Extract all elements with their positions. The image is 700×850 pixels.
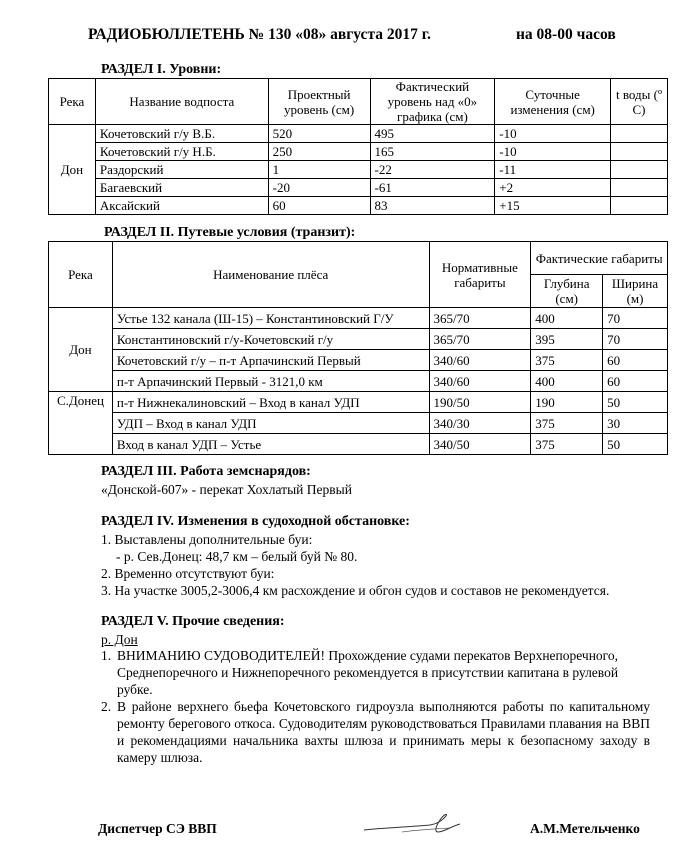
transit-depth-cell: 190 xyxy=(531,392,603,413)
transit-depth-cell: 375 xyxy=(531,434,603,455)
levels-project-cell: 520 xyxy=(268,125,370,143)
transit-norm-cell: 190/50 xyxy=(429,392,531,413)
levels-post-cell: Багаевский xyxy=(95,179,268,197)
transit-col-actual: Фактические габариты xyxy=(531,242,668,275)
transit-norm-cell: 340/60 xyxy=(429,371,531,392)
transit-width-cell: 70 xyxy=(603,308,668,329)
bulletin-title-text: РАДИОБЮЛЛЕТЕНЬ № 130 «08» августа 2017 г. xyxy=(88,26,431,43)
levels-change-cell: +2 xyxy=(495,179,611,197)
table-row xyxy=(49,350,668,371)
transit-reach-cell: п-т Арпачинский Первый - 3121,0 км xyxy=(112,371,429,392)
levels-temp-cell xyxy=(611,179,668,197)
transit-width-cell: 50 xyxy=(603,434,668,455)
levels-project-cell: 250 xyxy=(268,143,370,161)
transit-depth-cell: 400 xyxy=(531,371,603,392)
transit-norm-cell: 340/60 xyxy=(429,350,531,371)
levels-col-river: Река xyxy=(49,79,96,125)
table-row xyxy=(49,179,668,197)
levels-river-cell: Дон xyxy=(49,125,96,215)
transit-norm-cell: 340/30 xyxy=(429,413,531,434)
levels-col-temp: t воды (º С) xyxy=(611,79,668,125)
levels-post-cell: Кочетовский г/у Н.Б. xyxy=(95,143,268,161)
section-1-title: РАЗДЕЛ I. Уровни: xyxy=(101,62,222,77)
levels-table-header xyxy=(49,79,668,125)
bulletin-title xyxy=(88,26,648,44)
levels-change-cell: -10 xyxy=(495,143,611,161)
levels-col-project: Проектный уровень (см) xyxy=(268,79,370,125)
transit-col-depth: Глубина (см) xyxy=(531,275,603,308)
table-row xyxy=(49,371,668,392)
buoys-missing-item: 2. Временно отсутствуют буи: xyxy=(101,566,275,581)
levels-temp-cell xyxy=(611,143,668,161)
transit-depth-cell: 400 xyxy=(531,308,603,329)
transit-width-cell: 50 xyxy=(603,392,668,413)
levels-actual-cell: 165 xyxy=(370,143,495,161)
table-row xyxy=(49,392,668,413)
table-row xyxy=(49,161,668,179)
transit-norm-cell: 365/70 xyxy=(429,329,531,350)
transit-col-river: Река xyxy=(49,242,113,308)
transit-reach-cell: Кочетовский г/у – п-т Арпачинский Первый xyxy=(112,350,429,371)
levels-temp-cell xyxy=(611,125,668,143)
notice-1-number: 1. xyxy=(101,648,112,663)
dredger-line: «Донской-607» - перекат Хохлатый Первый xyxy=(101,482,352,497)
transit-depth-cell: 375 xyxy=(531,413,603,434)
bulletin-time: на 08-00 часов xyxy=(516,26,616,43)
levels-post-cell: Раздорский xyxy=(95,161,268,179)
section-3-title: РАЗДЕЛ III. Работа земснарядов: xyxy=(101,464,311,479)
transit-width-cell: 30 xyxy=(603,413,668,434)
notice-1-text: ВНИМАНИЮ СУДОВОДИТЕЛЕЙ! Прохождение судами перекатов Верхнепоречного, Среднепоречного и Нижнепоречного рекомендуется в присутствии капитана в рулевой рубке. xyxy=(117,648,619,697)
dispatcher-name: А.М.Метельченко xyxy=(530,821,640,836)
levels-post-cell: Кочетовский г/у В.Б. xyxy=(95,125,268,143)
section-4-title: РАЗДЕЛ IV. Изменения в судоходной обстановке: xyxy=(101,514,410,529)
transit-width-cell: 70 xyxy=(603,329,668,350)
transit-depth-cell: 395 xyxy=(531,329,603,350)
levels-actual-cell: -61 xyxy=(370,179,495,197)
levels-col-change: Суточные изменения (см) xyxy=(495,79,611,125)
transit-reach-cell: Константиновский г/у-Кочетовский г/у xyxy=(112,329,429,350)
levels-col-post: Название водпоста xyxy=(95,79,268,125)
table-row xyxy=(49,413,668,434)
transit-reach-cell: УДП – Вход в канал УДП xyxy=(112,413,429,434)
levels-actual-cell: -22 xyxy=(370,161,495,179)
transit-depth-cell: 375 xyxy=(531,350,603,371)
section-5-river: р. Дон xyxy=(101,632,138,647)
section-2-title: РАЗДЕЛ II. Путевые условия (транзит): xyxy=(104,225,356,240)
buoys-added-detail: - р. Сев.Донец: 48,7 км – белый буй № 80. xyxy=(116,549,358,564)
table-row xyxy=(49,197,668,215)
notice-2-text: В районе верхнего бьефа Кочетовского гидроузла выполняются работы по капитальному ремонту берегового откоса. Судоводителям руководствоваться Правилами плавания на ВВП и рекомендациями начальника вахты шлюза и принимать меры к безопасному заходу в камеру шлюза. xyxy=(117,699,650,765)
levels-actual-cell: 83 xyxy=(370,197,495,215)
dispatcher-position: Диспетчер СЭ ВВП xyxy=(98,821,217,836)
transit-width-cell: 60 xyxy=(603,371,668,392)
levels-temp-cell xyxy=(611,197,668,215)
table-row xyxy=(49,143,668,161)
transit-reach-cell: п-т Нижнекалиновский – Вход в канал УДП xyxy=(112,392,429,413)
levels-actual-cell: 495 xyxy=(370,125,495,143)
levels-change-cell: -11 xyxy=(495,161,611,179)
levels-table xyxy=(48,78,668,215)
transit-col-normative: Нормативные габариты xyxy=(429,242,531,308)
levels-project-cell: 60 xyxy=(268,197,370,215)
levels-change-cell: +15 xyxy=(495,197,611,215)
table-row xyxy=(49,308,668,329)
levels-project-cell: 1 xyxy=(268,161,370,179)
transit-table xyxy=(48,241,668,455)
transit-table-header xyxy=(49,242,668,275)
transit-reach-cell: Вход в канал УДП – Устье xyxy=(112,434,429,455)
transit-width-cell: 60 xyxy=(603,350,668,371)
levels-post-cell: Аксайский xyxy=(95,197,268,215)
levels-project-cell: -20 xyxy=(268,179,370,197)
table-row xyxy=(49,329,668,350)
transit-reach-cell: Устье 132 канала (Ш-15) – Константиновский Г/У xyxy=(112,308,429,329)
transit-river-cell: Дон xyxy=(49,308,113,392)
levels-change-cell: -10 xyxy=(495,125,611,143)
transit-river-cell: С.Донец xyxy=(49,392,113,455)
levels-col-actual: Фактический уровень над «0» графика (см) xyxy=(370,79,495,125)
transit-col-reach: Наименование плёса xyxy=(112,242,429,308)
transit-col-width: Ширина (м) xyxy=(603,275,668,308)
transit-norm-cell: 365/70 xyxy=(429,308,531,329)
levels-temp-cell xyxy=(611,161,668,179)
buoys-added-item: 1. Выставлены дополнительные буи: xyxy=(101,532,313,547)
table-row xyxy=(49,434,668,455)
overtaking-restriction-item: 3. На участке 3005,2-3006,4 км расхождение и обгон судов и составов не рекомендуется. xyxy=(101,583,610,598)
transit-norm-cell: 340/50 xyxy=(429,434,531,455)
notice-2-number: 2. xyxy=(101,699,112,714)
table-row xyxy=(49,125,668,143)
section-5-title: РАЗДЕЛ V. Прочие сведения: xyxy=(101,614,285,629)
handwritten-signature xyxy=(362,808,462,838)
